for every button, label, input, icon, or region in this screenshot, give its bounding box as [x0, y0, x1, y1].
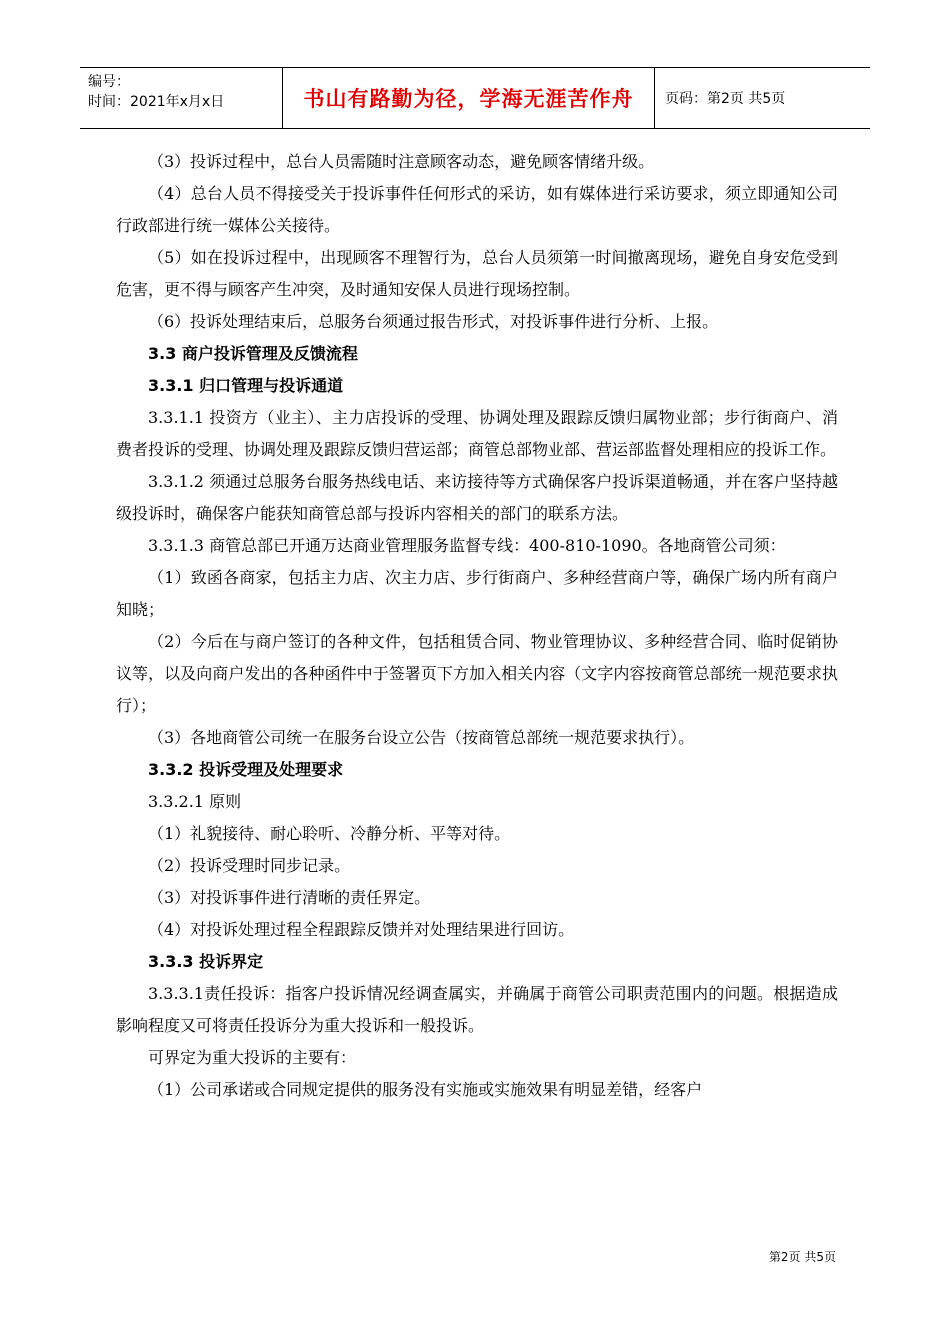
- body-paragraph: 可界定为重大投诉的主要有：: [148, 1048, 357, 1067]
- body-paragraph: （3）各地商管公司统一在服务台设立公告（按商管总部统一规范要求执行）。: [148, 728, 695, 747]
- body-paragraph: 3.3.1.2 须通过总服务台服务热线电话、来访接待等方式确保客户投诉渠道畅通，并在客户坚持越级投诉时，确保客户能获知商管总部与投诉内容相关的部门的联系方法。: [116, 472, 838, 523]
- body-paragraph: 3.3.2.1 原则: [148, 792, 242, 811]
- header-motto: 书山有路勤为径，学海无涯苦作舟: [282, 68, 655, 128]
- header-page-number: 页码：第2页 共5页: [665, 91, 786, 107]
- body-paragraph: （2）投诉受理时同步记录。: [148, 856, 351, 875]
- document-number-label: 编号：: [88, 74, 130, 90]
- body-paragraph: （6）投诉处理结束后，总服务台须通过报告形式，对投诉事件进行分析、上报。: [148, 312, 719, 331]
- body-paragraph: （1）致函各商家，包括主力店、次主力店、步行街商户、多种经营商户等，确保广场内所有商户知晓；: [116, 568, 838, 619]
- document-date-label: 时间：2021年x月x日: [88, 94, 225, 110]
- body-paragraph: （4）对投诉处理过程全程跟踪反馈并对处理结果进行回访。: [148, 920, 575, 939]
- body-paragraph: （5）如在投诉过程中，出现顾客不理智行为，总台人员须第一时间撤离现场，避免自身安危受到危害，更不得与顾客产生冲突，及时通知安保人员进行现场控制。: [116, 248, 838, 299]
- body-paragraph: （3）投诉过程中，总台人员需随时注意顾客动态，避免顾客情绪升级。: [148, 152, 655, 171]
- body-paragraph: 3.3.3.1责任投诉：指客户投诉情况经调查属实，并确属于商管公司职责范围内的问题。根据造成影响程度又可将责任投诉分为重大投诉和一般投诉。: [116, 984, 838, 1035]
- page-header: [80, 67, 870, 129]
- body-paragraph: （3）对投诉事件进行清晰的责任界定。: [148, 888, 431, 907]
- body-paragraph: 3.3.1.3 商管总部已开通万达商业管理服务监督专线：400-810-1090。各地商管公司须：: [148, 536, 786, 555]
- body-paragraph: （1）礼貌接待、耐心聆听、冷静分析、平等对待。: [148, 824, 511, 843]
- section-heading: 3.3.2 投诉受理及处理要求: [148, 760, 344, 779]
- body-paragraph: （4）总台人员不得接受关于投诉事件任何形式的采访，如有媒体进行采访要求，须立即通知公司行政部进行统一媒体公关接待。: [116, 184, 838, 235]
- header-meta: [80, 68, 282, 128]
- section-heading: 3.3.1 归口管理与投诉通道: [148, 376, 344, 395]
- body-paragraph: （2）今后在与商户签订的各种文件，包括租赁合同、物业管理协议、多种经营合同、临时促销协议等，以及向商户发出的各种函件中于签署页下方加入相关内容（文字内容按商管总部统一规范要求执行）；: [116, 632, 838, 715]
- page-footer: 第2页 共5页: [768, 1250, 836, 1264]
- body-paragraph: 3.3.1.1 投资方（业主）、主力店投诉的受理、协调处理及跟踪反馈归属物业部；步行街商户、消费者投诉的受理、协调处理及跟踪反馈归营运部；商管总部物业部、营运部监督处理相应的投诉工作。: [116, 408, 838, 459]
- section-heading: 3.3.3 投诉界定: [148, 952, 264, 971]
- body-paragraph: （1）公司承诺或合同规定提供的服务没有实施或实施效果有明显差错，经客户: [148, 1080, 703, 1099]
- section-heading: 3.3 商户投诉管理及反馈流程: [148, 344, 358, 363]
- document-body: [116, 146, 838, 1106]
